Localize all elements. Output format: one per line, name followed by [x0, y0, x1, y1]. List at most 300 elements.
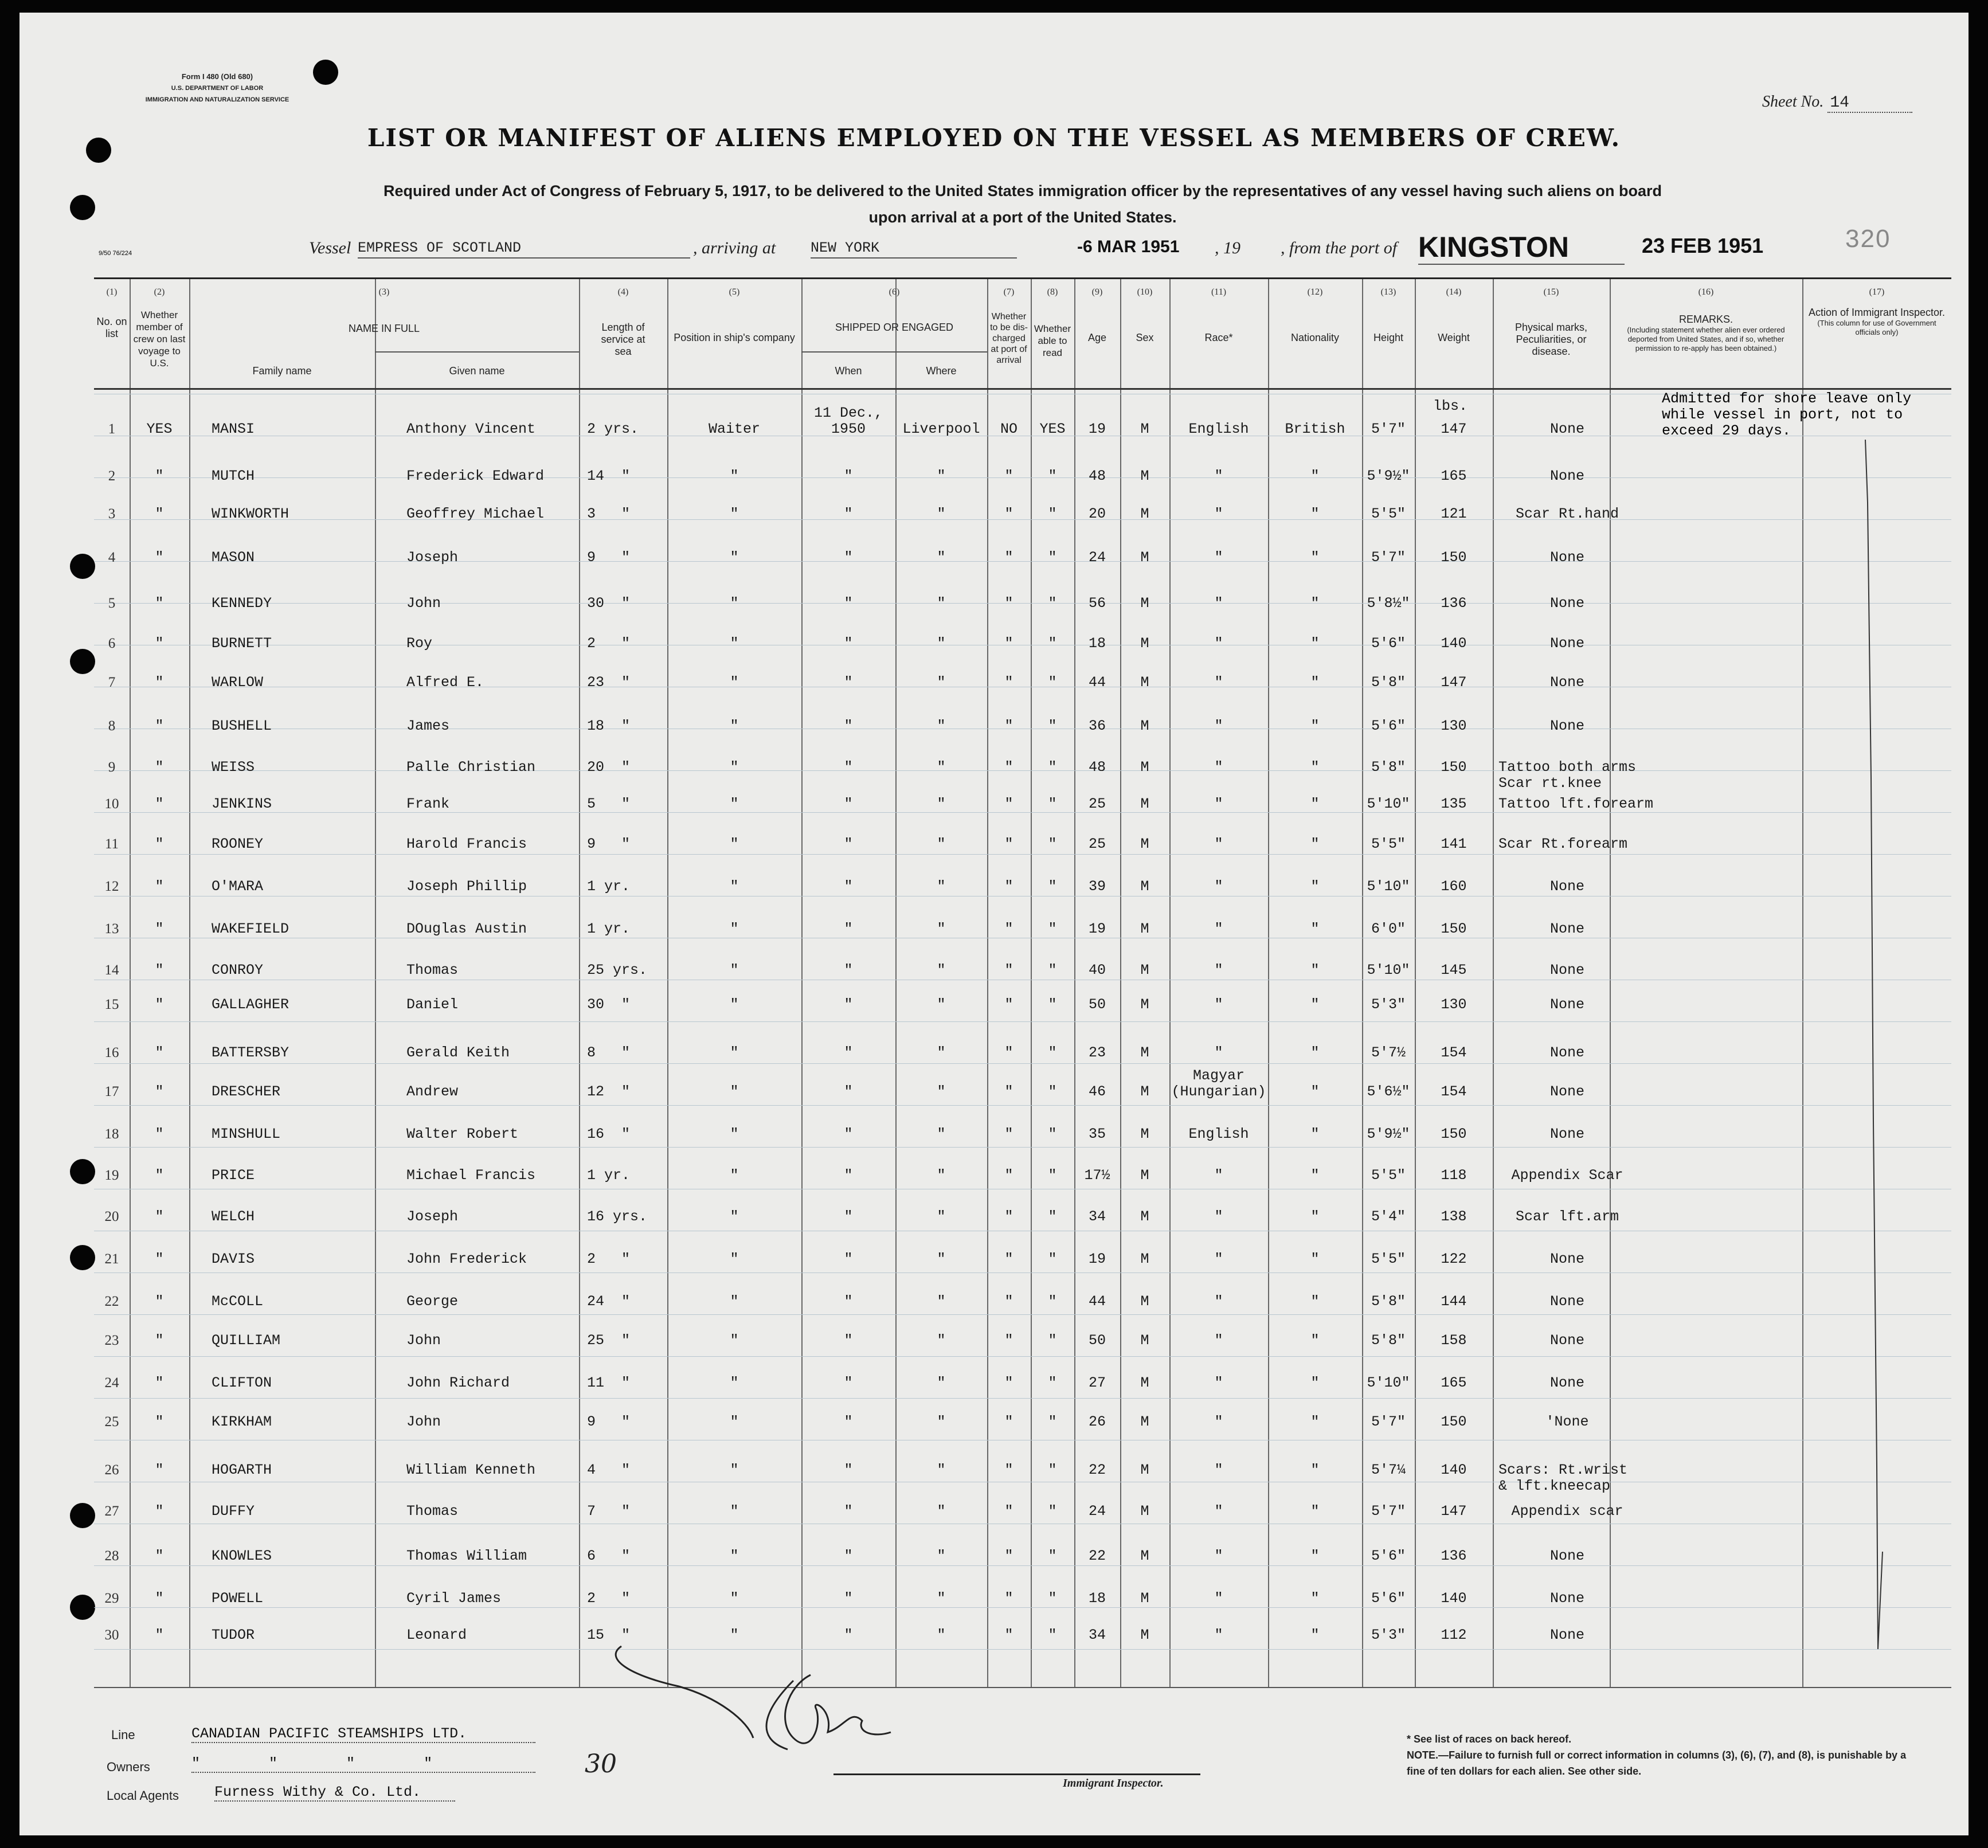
total-handwritten: 30 [585, 1749, 617, 1779]
cell-race: " [1214, 962, 1223, 978]
cell-read: " [1048, 635, 1057, 652]
cell-weight: 140 [1441, 1462, 1467, 1478]
cell-sex: M [1140, 595, 1149, 612]
cell-family: BUSHELL [212, 718, 272, 734]
col-header-no: No. on list [96, 316, 127, 339]
cell-race: " [1214, 1293, 1223, 1310]
cell-when: " [844, 1126, 853, 1142]
punch-hole [70, 554, 95, 579]
cell-no: 22 [104, 1294, 119, 1309]
cell-position: Waiter [708, 421, 760, 437]
form-codes: 9/50 76/224 [99, 250, 132, 257]
cell-race: " [1214, 1167, 1223, 1184]
cell-where: " [937, 1293, 946, 1310]
cell-age: 35 [1088, 1126, 1106, 1142]
cell-disch: " [1004, 635, 1013, 652]
cell-weight: 150 [1441, 759, 1467, 776]
cell-nat: " [1310, 1126, 1320, 1142]
cell-weight: 122 [1441, 1251, 1467, 1267]
cell-disch: " [1004, 674, 1013, 691]
cell-race: " [1214, 635, 1223, 652]
cell-age: 22 [1088, 1548, 1106, 1564]
cell-no: 16 [104, 1045, 119, 1060]
cell-age: 23 [1088, 1044, 1106, 1061]
cell-race: " [1214, 921, 1223, 937]
cell-family: MANSI [212, 421, 255, 437]
weight-unit: lbs. [1433, 398, 1468, 414]
punch-hole [70, 195, 95, 220]
cell-where: " [937, 595, 946, 612]
cell-disch: " [1004, 1208, 1013, 1225]
cell-last: " [155, 921, 164, 937]
cell-race: " [1214, 759, 1223, 776]
cell-position: " [730, 1548, 739, 1564]
cell-disch: " [1004, 796, 1013, 812]
cell-disch: " [1004, 1414, 1013, 1430]
cell-marks: None [1549, 674, 1584, 691]
manifest-sheet [19, 13, 1969, 1835]
cell-weight: 135 [1441, 796, 1467, 812]
cell-read: " [1048, 836, 1057, 852]
cell-when: " [844, 468, 853, 484]
col-header-service: Length of service at sea [601, 322, 645, 357]
cell-weight: 144 [1441, 1293, 1467, 1310]
cell-when: " [844, 1375, 853, 1391]
cell-age: 25 [1088, 836, 1106, 852]
cell-service: 6 " [587, 1548, 631, 1564]
cell-disch: " [1004, 1126, 1013, 1142]
cell-race: " [1214, 549, 1223, 566]
cell-family: DRESCHER [212, 1083, 281, 1100]
cell-read: " [1048, 1251, 1057, 1267]
cell-when: " [844, 796, 853, 812]
cell-family: WINKWORTH [212, 506, 289, 522]
department: U.S. DEPARTMENT OF LABOR [171, 85, 264, 92]
cell-age: 36 [1088, 718, 1106, 734]
cell-age: 48 [1088, 759, 1106, 776]
cell-service: 4 " [587, 1462, 631, 1478]
cell-nat: " [1310, 1375, 1320, 1391]
cell-height: 5'3" [1371, 996, 1406, 1013]
cell-race: " [1214, 1044, 1223, 1061]
col-header-family-name: Family name [252, 365, 312, 377]
cell-height: 5'8" [1371, 1293, 1406, 1310]
cell-family: WEISS [212, 759, 255, 776]
cell-disch: " [1004, 962, 1013, 978]
cell-no: 27 [104, 1504, 119, 1519]
cell-last: " [155, 1167, 164, 1184]
owners-value: " " " " [191, 1755, 535, 1773]
cell-race: " [1214, 468, 1223, 484]
cell-where: " [937, 468, 946, 484]
cell-nat: " [1310, 1414, 1320, 1430]
cell-no: 8 [108, 718, 116, 734]
cell-marks: None [1549, 921, 1584, 937]
cell-nat: " [1310, 1293, 1320, 1310]
cell-no: 23 [104, 1333, 119, 1348]
cell-position: " [730, 1083, 739, 1100]
note-text: NOTE.—Failure to furnish full or correct information in columns (3), (6), (7), and (8), is punishable by a fine of ten dollars for each alien. See other side. [1407, 1749, 1907, 1777]
col-num: (11) [1211, 287, 1227, 297]
col-num: (2) [154, 287, 165, 297]
vessel-line [19, 233, 1969, 267]
sheet-label: Sheet No. [1762, 93, 1824, 111]
cell-sex: M [1140, 1375, 1149, 1391]
col-header-weight: Weight [1438, 332, 1470, 343]
cell-position: " [730, 635, 739, 652]
col-num: (12) [1307, 287, 1323, 297]
cell-position: " [730, 796, 739, 812]
cell-sex: M [1140, 1083, 1149, 1100]
cell-sex: M [1140, 796, 1149, 812]
cell-family: McCOLL [212, 1293, 264, 1310]
cell-service: 24 " [587, 1293, 631, 1310]
cell-no: 26 [104, 1462, 119, 1478]
cell-disch: " [1004, 1044, 1013, 1061]
cell-position: " [730, 1126, 739, 1142]
cell-race: " [1214, 1627, 1223, 1643]
sheet-number [1762, 93, 1912, 112]
cell-family: KENNEDY [212, 595, 272, 612]
cell-height: 5'6½" [1367, 1083, 1410, 1100]
cell-service: 5 " [587, 796, 631, 812]
cell-read: " [1048, 759, 1057, 776]
cell-disch: " [1004, 836, 1013, 852]
cell-when: " [844, 506, 853, 522]
cell-no: 29 [104, 1591, 119, 1606]
cell-sex: M [1140, 549, 1149, 566]
cell-disch: " [1004, 1462, 1013, 1478]
cell-nat: " [1310, 962, 1320, 978]
cell-height: 5'9½" [1367, 1126, 1410, 1142]
cell-last: " [155, 1083, 164, 1100]
cell-position: " [730, 468, 739, 484]
cell-service: 9 " [587, 549, 631, 566]
cell-family: JENKINS [212, 796, 272, 812]
cell-service: 16 yrs. [587, 1208, 648, 1225]
cell-read: " [1048, 1044, 1057, 1061]
cell-disch: " [1004, 1627, 1013, 1643]
cell-position: " [730, 1375, 739, 1391]
cell-service: 15 " [587, 1627, 631, 1643]
cell-given: George [406, 1293, 459, 1310]
cell-where: " [937, 1414, 946, 1430]
crew-table [94, 277, 1951, 1688]
cell-age: 46 [1088, 1083, 1106, 1100]
cell-sex: M [1140, 468, 1149, 484]
cell-service: 9 " [587, 836, 631, 852]
cell-marks: None [1549, 635, 1584, 652]
cell-race: " [1214, 1332, 1223, 1349]
cell-marks: None [1549, 1375, 1584, 1391]
cell-sex: M [1140, 1627, 1149, 1643]
cell-age: 19 [1088, 921, 1106, 937]
cell-disch: " [1004, 595, 1013, 612]
sheet-value: 14 [1827, 94, 1912, 113]
cell-family: QUILLIAM [212, 1332, 281, 1349]
cell-age: 26 [1088, 1414, 1106, 1430]
cell-height: 5'7" [1371, 549, 1406, 566]
cell-disch: " [1004, 996, 1013, 1013]
cell-where: " [937, 1208, 946, 1225]
cell-position: " [730, 549, 739, 566]
cell-when: " [844, 1208, 853, 1225]
cell-read: " [1048, 1293, 1057, 1310]
cell-height: 5'7¼ [1371, 1462, 1406, 1478]
cell-sex: M [1140, 1462, 1149, 1478]
cell-when: " [844, 921, 853, 937]
cell-height: 5'7" [1371, 1503, 1406, 1520]
cell-position: " [730, 1503, 739, 1520]
cell-height: 5'7½ [1371, 1044, 1406, 1061]
cell-last: " [155, 595, 164, 612]
col-header-name: NAME IN FULL [348, 323, 420, 334]
service: IMMIGRATION AND NATURALIZATION SERVICE [145, 96, 289, 103]
cell-height: 5'5" [1371, 1251, 1406, 1267]
cell-position: " [730, 506, 739, 522]
cell-no: 17 [104, 1084, 119, 1099]
cell-age: 22 [1088, 1462, 1106, 1478]
cell-sex: M [1140, 1293, 1149, 1310]
cell-last: " [155, 549, 164, 566]
cell-age: 24 [1088, 549, 1106, 566]
cell-read: " [1048, 1590, 1057, 1607]
col-header-marks: Physical marks, Peculiarities, or disease. [1515, 322, 1588, 357]
cell-no: 3 [108, 506, 116, 522]
cell-where: " [937, 1044, 946, 1061]
cell-age: 19 [1088, 1251, 1106, 1267]
cell-when: " [844, 1044, 853, 1061]
cell-height: 5'6" [1371, 718, 1406, 734]
cell-service: 25 yrs. [587, 962, 648, 978]
cell-given: Thomas [406, 962, 459, 978]
col-header-race: Race* [1204, 332, 1233, 343]
cell-nat: " [1310, 878, 1320, 895]
cell-where: " [937, 1375, 946, 1391]
cell-when: " [844, 1414, 853, 1430]
cell-given: Michael Francis [406, 1167, 536, 1184]
col-num: (4) [617, 287, 629, 297]
cell-sex: M [1140, 635, 1149, 652]
cell-sex: M [1140, 1590, 1149, 1607]
cell-last: " [155, 1548, 164, 1564]
page-title: LIST OR MANIFEST OF ALIENS EMPLOYED ON THE VESSEL AS MEMBERS OF CREW. [367, 124, 1621, 152]
cell-age: 19 [1088, 421, 1106, 437]
cell-sex: M [1140, 1414, 1149, 1430]
col-num: (15) [1543, 287, 1559, 297]
cell-position: " [730, 1251, 739, 1267]
cell-where: " [937, 674, 946, 691]
cell-marks: Scar lft.arm [1515, 1208, 1619, 1225]
arriving-port: NEW YORK [811, 240, 1017, 259]
cell-disch: " [1004, 506, 1013, 522]
cell-age: 39 [1088, 878, 1106, 895]
cell-service: 7 " [587, 1503, 631, 1520]
cell-family: CLIFTON [212, 1375, 272, 1391]
cell-sex: M [1140, 836, 1149, 852]
subtitle-line2: upon arrival at a port of the United States. [868, 209, 1177, 226]
cell-given: Daniel [406, 996, 459, 1013]
cell-where: " [937, 1548, 946, 1564]
inspector-check-mark [1842, 434, 1888, 1666]
cell-marks: None [1549, 1251, 1584, 1267]
cell-disch: " [1004, 718, 1013, 734]
cell-no: 11 [104, 836, 119, 852]
cell-last: " [155, 1414, 164, 1430]
cell-height: 5'7" [1371, 1414, 1406, 1430]
cell-no: 21 [104, 1251, 119, 1267]
cell-last: " [155, 836, 164, 852]
cell-family: ROONEY [212, 836, 264, 852]
cell-given: Frank [406, 796, 450, 812]
cell-service: 1 yr. [587, 1167, 631, 1184]
cell-given: Harold Francis [406, 836, 527, 852]
cell-nat: British [1285, 421, 1345, 437]
cell-last: " [155, 878, 164, 895]
cell-disch: " [1004, 1590, 1013, 1607]
cell-no: 28 [104, 1548, 119, 1564]
cell-family: DAVIS [212, 1251, 255, 1267]
cell-height: 5'10" [1367, 878, 1410, 895]
cell-nat: " [1310, 718, 1320, 734]
cell-given: Alfred E. [406, 674, 484, 691]
col-num: (10) [1137, 287, 1153, 297]
cell-family: PRICE [212, 1167, 255, 1184]
cell-nat: " [1310, 759, 1320, 776]
cell-sex: M [1140, 921, 1149, 937]
remarks-row-1: Admitted for shore leave only while vessel in port, not to exceed 29 days. [1662, 390, 1912, 439]
cell-position: " [730, 1044, 739, 1061]
cell-race: English [1188, 421, 1249, 437]
cell-weight: 130 [1441, 718, 1467, 734]
inspector-label: Immigrant Inspector. [1063, 1777, 1164, 1790]
cell-service: 30 " [587, 996, 631, 1013]
cell-disch: " [1004, 1548, 1013, 1564]
cell-age: 40 [1088, 962, 1106, 978]
cell-marks: None [1549, 549, 1584, 566]
cell-sex: M [1140, 421, 1149, 437]
cell-age: 50 [1088, 996, 1106, 1013]
cell-age: 44 [1088, 1293, 1106, 1310]
cell-sex: M [1140, 1503, 1149, 1520]
cell-disch: " [1004, 1332, 1013, 1349]
cell-race: " [1214, 1462, 1223, 1478]
cell-sex: M [1140, 1044, 1149, 1061]
cell-position: " [730, 1332, 739, 1349]
cell-height: 5'9½" [1367, 468, 1410, 484]
col-num: (8) [1047, 287, 1058, 297]
cell-race: " [1214, 836, 1223, 852]
cell-service: 16 " [587, 1126, 631, 1142]
cell-where: " [937, 759, 946, 776]
col-num: (9) [1091, 287, 1103, 297]
cell-no: 9 [108, 759, 116, 775]
cell-read: " [1048, 921, 1057, 937]
punch-hole [70, 649, 95, 674]
cell-service: 2 " [587, 635, 631, 652]
cell-no: 14 [104, 962, 119, 978]
cell-service: 20 " [587, 759, 631, 776]
note-star: * See list of races on back hereof. [1407, 1733, 1572, 1745]
cell-height: 5'6" [1371, 1590, 1406, 1607]
col-header-position: Position in ship's company [674, 332, 795, 343]
cell-when: " [844, 1462, 853, 1478]
cell-where: " [937, 1332, 946, 1349]
cell-weight: 121 [1441, 506, 1467, 522]
line-value: CANADIAN PACIFIC STEAMSHIPS LTD. [191, 1725, 535, 1743]
cell-marks: None [1549, 718, 1584, 734]
cell-age: 18 [1088, 1590, 1106, 1607]
cell-race: " [1214, 718, 1223, 734]
cell-given: Frederick Edward [406, 468, 545, 484]
cell-when: " [844, 1251, 853, 1267]
cell-nat: " [1310, 1044, 1320, 1061]
col-header-action [1808, 307, 1946, 337]
cell-height: 5'5" [1371, 1167, 1406, 1184]
cell-race: English [1188, 1126, 1249, 1142]
cell-race: " [1214, 1208, 1223, 1225]
cell-last: " [155, 1503, 164, 1520]
cell-given: Joseph [406, 549, 459, 566]
cell-weight: 138 [1441, 1208, 1467, 1225]
cell-height: 5'8½" [1367, 595, 1410, 612]
cell-when: " [844, 1083, 853, 1100]
cell-marks: Scar Rt.hand [1515, 506, 1619, 522]
cell-when: " [844, 1548, 853, 1564]
cell-read: " [1048, 506, 1057, 522]
punch-hole [70, 1245, 95, 1270]
cell-marks: None [1549, 1126, 1584, 1142]
cell-when: " [844, 1332, 853, 1349]
cell-given: John [406, 1332, 441, 1349]
cell-no: 1 [108, 421, 116, 437]
cell-where: " [937, 1590, 946, 1607]
cell-height: 6'0" [1371, 921, 1406, 937]
col-header-nationality: Nationality [1290, 332, 1340, 343]
cell-age: 27 [1088, 1375, 1106, 1391]
cell-height: 5'8" [1371, 759, 1406, 776]
cell-read: " [1048, 1167, 1057, 1184]
cell-nat: " [1310, 836, 1320, 852]
cell-read: " [1048, 1503, 1057, 1520]
form-number: Form I 480 (Old 680) [181, 72, 253, 81]
cell-nat: " [1310, 1083, 1320, 1100]
cell-marks: Tattoo both arms Scar rt.knee [1498, 759, 1637, 792]
cell-read: " [1048, 468, 1057, 484]
cell-read: " [1048, 1083, 1057, 1100]
col-num: (17) [1869, 287, 1885, 297]
cell-family: TUDOR [212, 1627, 255, 1643]
cell-sex: M [1140, 718, 1149, 734]
cell-position: " [730, 1293, 739, 1310]
cell-race: " [1214, 1548, 1223, 1564]
cell-no: 30 [104, 1627, 119, 1643]
cell-last: " [155, 635, 164, 652]
cell-nat: " [1310, 1548, 1320, 1564]
form-identifier [114, 71, 320, 105]
cell-read: " [1048, 595, 1057, 612]
cell-weight: 165 [1441, 1375, 1467, 1391]
cell-no: 2 [108, 468, 116, 484]
cell-height: 5'6" [1371, 635, 1406, 652]
cell-given: Joseph [406, 1208, 459, 1225]
cell-service: 30 " [587, 595, 631, 612]
cell-position: " [730, 921, 739, 937]
cell-given: James [406, 718, 450, 734]
cell-disch: " [1004, 1375, 1013, 1391]
cell-marks: None [1549, 962, 1584, 978]
cell-given: Anthony Vincent [406, 421, 536, 437]
